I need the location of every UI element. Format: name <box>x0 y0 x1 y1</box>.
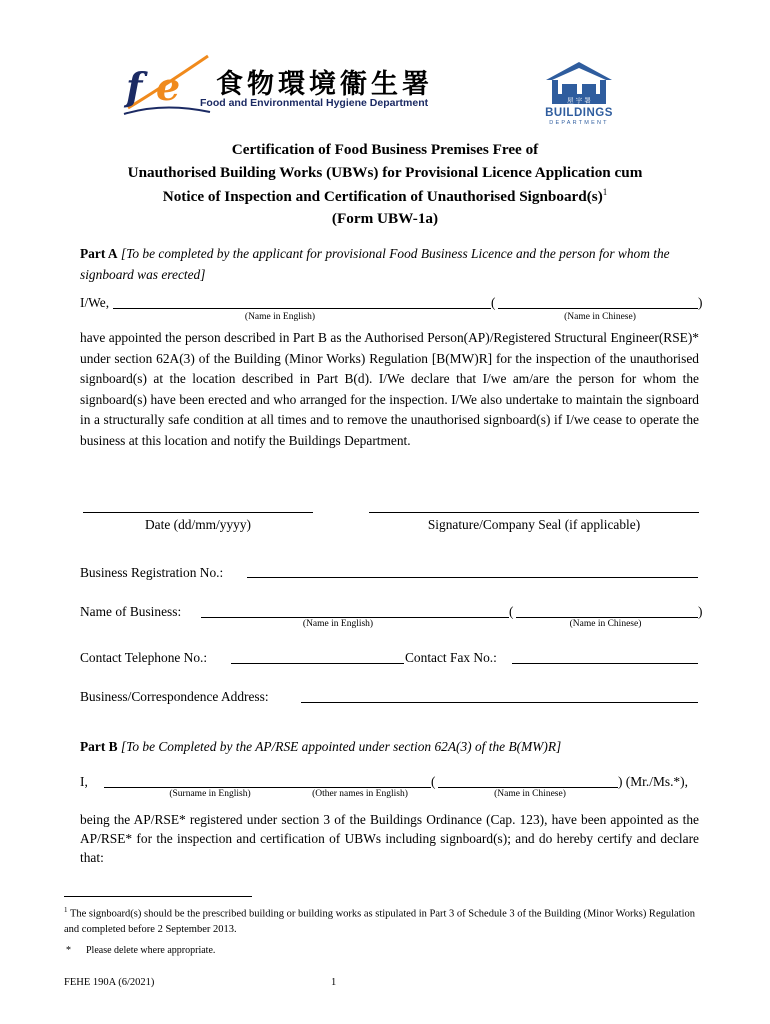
fehd-emblem-icon <box>118 50 213 120</box>
ap-name-chinese-field[interactable] <box>438 775 618 788</box>
ap-surname-caption: (Surname in English) <box>169 789 251 799</box>
part-a-declaration: have appointed the person described in Part B as the Authorised Person(AP)/Registered Structural Engineer(RSE)* under section 62A(3) of the Building (Minor Works) Regulation [B(MW)R] for the inspection of the unauthorised signboard(s) at the location described in Part B(d). I/We declare that I/we am/are the person for whom the signboard(s) have been erected and who arranged for the inspection. I/We also undertake to maintain the signboard in a structurally safe condition at all times and to remove the unauthorised signboard(s) if I/we cease to operate the business at this location and notify the Buildings Department. <box>80 330 699 448</box>
iwe-label: I/We, <box>80 295 110 310</box>
form-number: (Form UBW-1a) <box>331 210 439 227</box>
fehd-english-name: Food and Environmental Hygiene Department <box>200 97 429 109</box>
fehd-logo <box>118 50 463 120</box>
fehd-chinese-name: 食物環境衞生署 <box>216 69 433 100</box>
ap-surname-field[interactable] <box>104 775 257 788</box>
ap-title-suffix: ) (Mr./Ms.*), <box>618 774 688 789</box>
title-line-3 <box>0 187 770 206</box>
buildings-department-house-icon <box>542 58 616 106</box>
footnote-1-mark: 1 <box>64 906 68 914</box>
applicant-name-chinese-field[interactable] <box>498 296 698 309</box>
i-label: I, <box>80 774 88 789</box>
ap-other-names-caption: (Other names in English) <box>312 789 408 799</box>
footnote-1 <box>64 903 706 937</box>
br-label: Business Registration No.: <box>80 565 224 580</box>
title-line-2: Unauthorised Building Works (UBWs) for Provisional Licence Application cum <box>127 164 643 181</box>
bd-english-sub: DEPARTMENT <box>549 120 609 126</box>
business-open-paren: ( <box>509 604 514 619</box>
ap-other-names-field[interactable] <box>257 775 431 788</box>
applicant-name-english-caption: (Name in English) <box>244 312 316 322</box>
date-field[interactable] <box>83 500 313 513</box>
signature-field[interactable] <box>369 500 699 513</box>
signature-caption: Signature/Company Seal (if applicable) <box>427 517 641 532</box>
footnote-2-text: Please delete where appropriate. <box>86 945 216 956</box>
part-b-declaration: being the AP/RSE* registered under section 3 of the Buildings Ordinance (Cap. 123), have been appointed as the AP/RSE* for the inspection and certification of UBWs including signboard(s); and do hereby certify and declare that: <box>80 812 699 865</box>
part-a-header <box>80 244 700 285</box>
applicant-name-english-field[interactable] <box>113 296 491 309</box>
business-name-chinese-caption: (Name in Chinese) <box>569 619 642 629</box>
part-b-header <box>80 737 700 758</box>
footnote-divider <box>64 896 252 897</box>
tel-label: Contact Telephone No.: <box>80 650 208 665</box>
fax-field[interactable] <box>512 651 698 664</box>
business-name-chinese-field[interactable] <box>516 605 698 618</box>
footnote-1-text: The signboard(s) should be the prescribed building or building works as stipulated in Part 3 of Schedule 3 of the Building (Minor Works) Regulation and completed before 2 September 2013. <box>64 908 696 935</box>
ap-open-paren: ( <box>431 774 436 789</box>
business-close-paren: ) <box>698 604 703 619</box>
close-paren: ) <box>698 295 703 310</box>
part-b-instruction: [To be Completed by the AP/RSE appointed under section 62A(3) of the B(MW)R] <box>120 739 562 754</box>
bd-english-name: BUILDINGS <box>545 107 613 119</box>
bd-logo <box>542 58 616 128</box>
date-caption: Date (dd/mm/yyyy) <box>145 517 251 532</box>
br-number-field[interactable] <box>247 565 698 578</box>
svg-text:f: f <box>126 64 143 109</box>
part-a-heading: Part A <box>80 246 118 261</box>
title-line-3-text: Notice of Inspection and Certification of Unauthorised Signboard(s) <box>162 188 603 206</box>
svg-text:屋 宇 署: 屋 宇 署 <box>567 96 591 105</box>
applicant-name-chinese-caption: (Name in Chinese) <box>564 312 636 322</box>
address-field[interactable] <box>301 690 698 703</box>
title-line-1: Certification of Food Business Premises Free of <box>231 141 539 158</box>
address-label: Business/Correspondence Address: <box>80 689 269 704</box>
business-name-english-caption: (Name in English) <box>302 619 374 629</box>
fax-label: Contact Fax No.: <box>405 650 497 665</box>
page-number: 1 <box>331 977 337 988</box>
business-name-english-field[interactable] <box>201 605 509 618</box>
form-code: FEHE 190A (6/2021) <box>64 977 155 988</box>
part-a-instruction: [To be completed by the applicant for provisional Food Business Licence and the person for whom the signboard was erected] <box>80 246 670 282</box>
svg-text:e: e <box>156 64 181 109</box>
tel-field[interactable] <box>231 651 404 664</box>
business-name-label: Name of Business: <box>80 604 182 619</box>
open-paren: ( <box>491 295 496 310</box>
part-b-heading: Part B <box>80 739 118 754</box>
ap-name-chinese-caption: (Name in Chinese) <box>494 789 566 799</box>
footnote-ref-1: 1 <box>602 187 608 197</box>
footnote-2-mark: * <box>66 945 71 956</box>
